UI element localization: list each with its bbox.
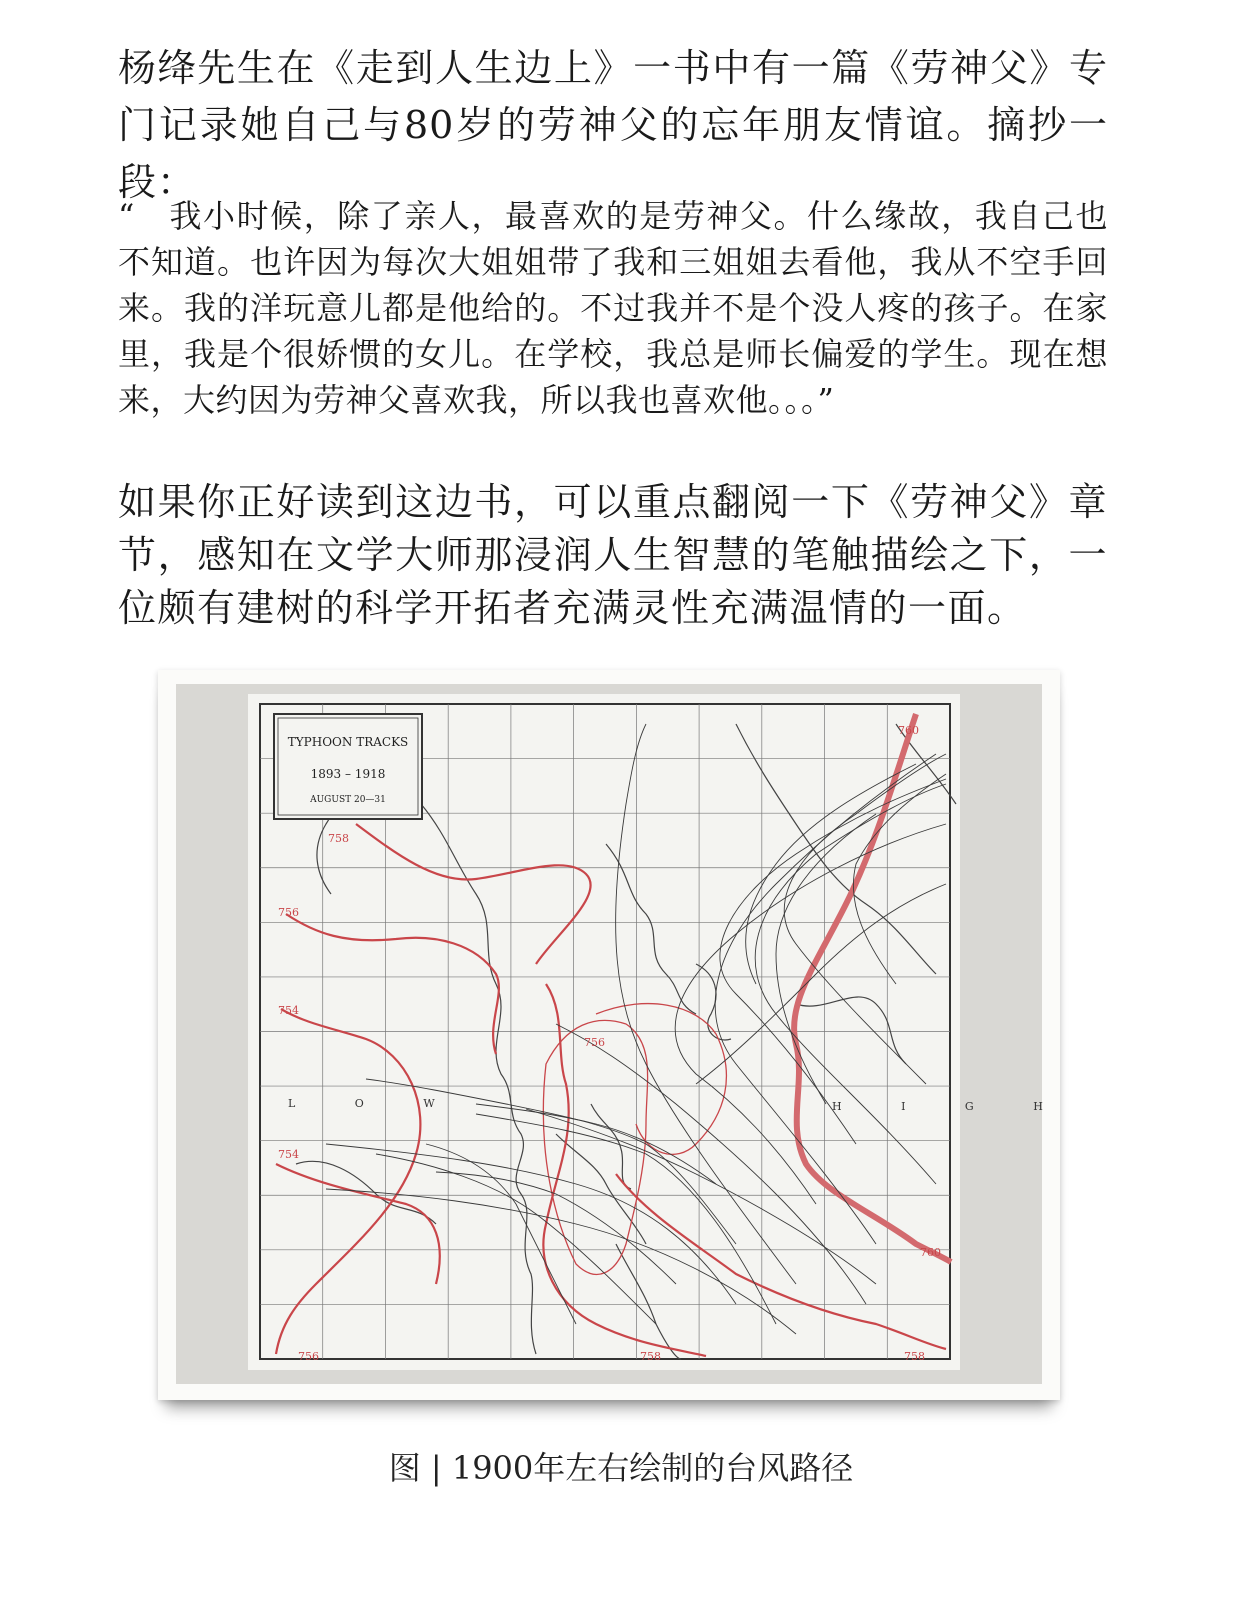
map-title: TYPHOON TRACKS	[287, 735, 409, 749]
isobar-label: 756	[278, 906, 299, 919]
book-excerpt-quote: “ 我小时候，除了亲人，最喜欢的是劳神父。什么缘故，我自己也不知道。也许因为每次大姐姐带了我和三姐姐去看他，我从不空手回来。我的洋玩意儿都是他给的。不过我并不是个没人疼的孩子。在家里，我是个很娇惯的女儿。在学校，我总是师长偏爱的学生。现在想来，大约因为劳神父喜欢我，所以我也喜欢他。。。”	[118, 197, 1108, 419]
isobar-label: 760	[898, 724, 919, 737]
map-title-box	[274, 714, 422, 819]
isobar-label: 756	[298, 1350, 319, 1363]
closing-paragraph: 如果你正好读到这边书，可以重点翻阅一下《劳神父》章节，感知在文学大师那浸润人生智慧的笔触描绘之下，一位颇有建树的科学开拓者充满灵性充满温情的一面。	[118, 480, 1108, 630]
figure-caption: 图 | 1900年左右绘制的台风路径	[388, 1449, 854, 1487]
isobar-label: 754	[278, 1148, 299, 1161]
isobar-label: 756	[584, 1036, 605, 1049]
isobar-label: 758	[640, 1350, 661, 1363]
isobar-label: 758	[328, 832, 349, 845]
map-dates: AUGUST 20—31	[310, 795, 386, 805]
map-years: 1893 – 1918	[310, 767, 386, 781]
intro-paragraph: 杨绛先生在《走到人生边上》一书中有一篇《劳神父》专门记录她自己与80岁的劳神父的忘年朋友情谊。摘抄一段：	[118, 46, 1108, 204]
map-figure-frame	[158, 670, 1071, 1400]
isobar-label: 754	[278, 1004, 299, 1017]
typhoon-map-image	[176, 684, 1071, 1384]
typhoon-map-svg	[176, 684, 1071, 1384]
isobar-label: 758	[904, 1350, 925, 1363]
region-high-label: H I G H	[832, 1100, 1071, 1113]
isobar-label: 760	[920, 1246, 941, 1259]
region-low-label: L O W	[288, 1097, 463, 1110]
